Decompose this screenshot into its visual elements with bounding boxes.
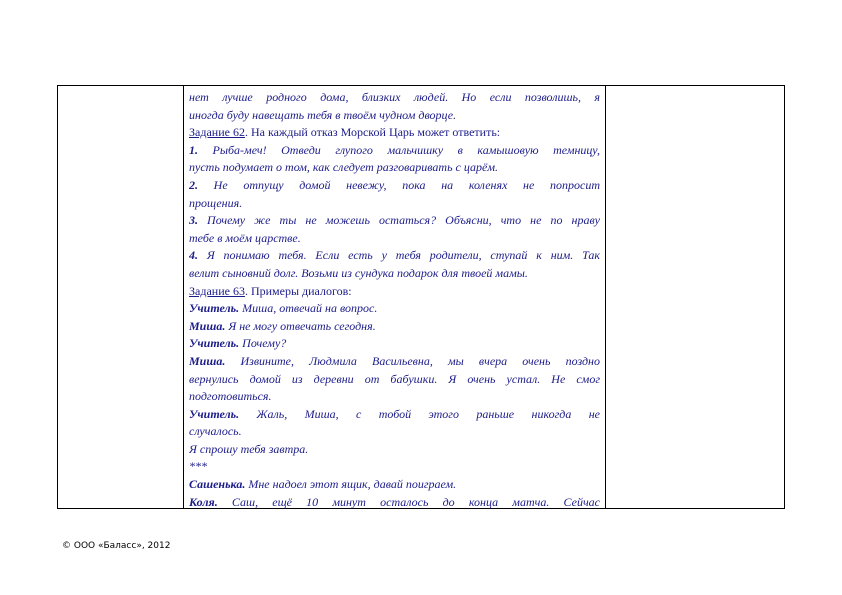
text-line [189,458,600,476]
text-line [189,265,600,283]
text-line [189,388,600,406]
text-line [189,159,600,177]
text-fragment: Мне надоел этот ящик, давай поиграем. [245,477,457,492]
text-fragment: Задание 63 [189,283,245,298]
text-line [189,494,600,512]
text-fragment: Рыба-меч! Отведи глупого мальчишку в камышовую темницу, [198,142,600,157]
text-line [189,212,600,230]
text-fragment: иногда буду навещать тебя в твоём чудном дворце. [189,107,457,122]
text-fragment: Почему же ты не можешь остаться? Объясни, что не по нраву [198,213,600,228]
text-fragment: Задание 62 [189,125,245,140]
text-line [189,423,600,441]
text-fragment: тебе в моём царстве. [189,230,301,245]
text-line [189,335,600,353]
text-fragment: Не отпущу домой невежу, пока на коленях не попросит [198,177,600,192]
answer-text [189,89,600,511]
text-line [189,371,600,389]
table-cell-left [58,86,183,508]
text-fragment: Коля. [189,494,218,509]
text-fragment: Я не могу отвечать сегодня. [225,318,376,333]
text-line [189,107,600,125]
text-fragment: Миша, отвечай на вопрос. [239,301,378,316]
text-fragment: *** [189,459,207,474]
text-line [189,476,600,494]
text-fragment: . Примеры диалогов: [244,283,352,298]
text-fragment: Я понимаю тебя. Если есть у тебя родители, ступай к ним. Так [198,248,600,263]
text-fragment: Учитель. [189,301,240,316]
text-line [189,195,600,213]
text-fragment: прощения. [189,195,243,210]
text-fragment: случалось. [189,424,242,439]
content-table [57,85,785,509]
text-line [189,441,600,459]
table-cell-right [606,86,784,508]
text-fragment: Почему? [239,336,287,351]
text-fragment: 1. [189,142,198,157]
text-fragment: подготовиться. [189,389,272,404]
text-fragment: 3. [189,213,198,228]
text-fragment: нет лучше родного дома, близких людей. Но если позволишь, я [189,90,600,104]
text-line [189,353,600,371]
text-line [189,283,600,301]
text-fragment: 4. [189,248,198,263]
text-fragment: Учитель. [189,336,240,351]
text-fragment: пусть подумает о том, как следует разговаривать с царём. [189,160,499,175]
text-line [189,406,600,424]
text-line [189,142,600,160]
text-line [189,177,600,195]
text-line [189,247,600,265]
text-fragment: Учитель. [189,406,240,421]
text-fragment: Миша. [189,318,226,333]
text-fragment: велит сыновний долг. Возьми из сундука подарок для твоей мамы. [189,265,528,280]
text-fragment: . На каждый отказ Морской Царь может ответить: [244,125,501,140]
text-fragment: вернулись домой из деревни от бабушки. Я очень устал. Не смог [189,371,600,386]
text-line [189,124,600,142]
text-line [189,318,600,336]
text-fragment: Саш, ещё 10 минут осталось до конца матча. Сейчас [217,494,600,509]
text-fragment: Жаль, Миша, с тобой этого раньше никогда не [239,406,600,421]
text-line [189,89,600,107]
table-cell-middle [184,86,605,508]
text-line [189,230,600,248]
text-fragment: Сашенька. [189,477,246,492]
text-fragment: 2. [189,177,198,192]
text-line [189,300,600,318]
text-fragment: Я спрошу тебя завтра. [189,441,309,456]
text-fragment: Миша. [189,353,226,368]
copyright-footer: © ООО «Баласс», 2012 [62,541,171,551]
text-fragment: Извините, Людмила Васильевна, мы вчера очень поздно [225,353,600,368]
